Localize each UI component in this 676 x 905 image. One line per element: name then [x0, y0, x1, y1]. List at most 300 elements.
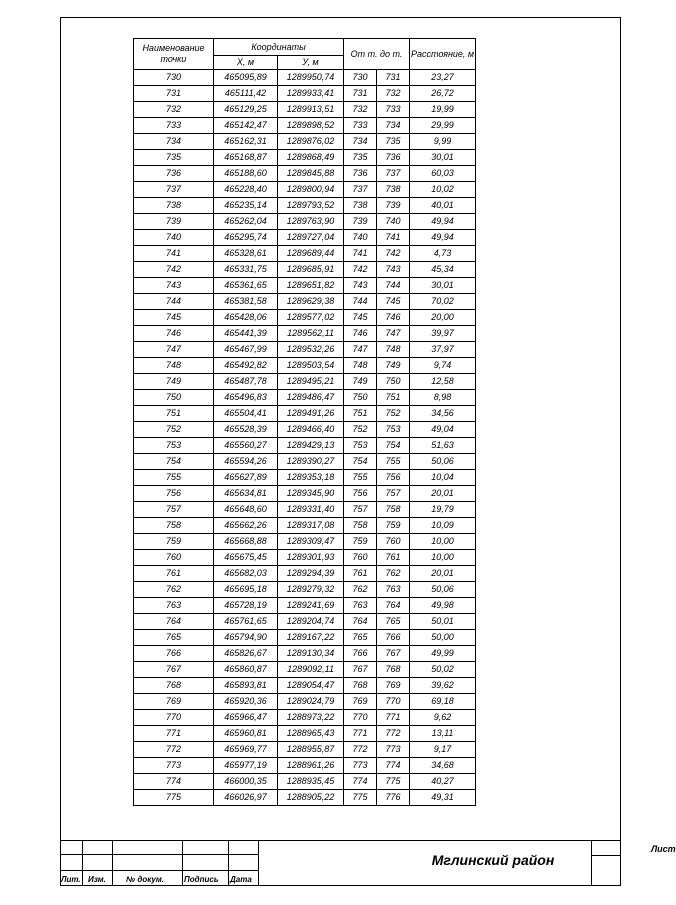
cell-from-point: 745 [344, 310, 377, 326]
cell-point-name: 766 [134, 646, 214, 662]
cell-to-point: 738 [377, 182, 410, 198]
table-row [134, 774, 476, 790]
cell-point-name: 762 [134, 582, 214, 598]
cell-to-point: 757 [377, 486, 410, 502]
cell-coord-x: 465634,81 [214, 486, 278, 502]
cell-coord-x: 465960,81 [214, 726, 278, 742]
cell-coord-x: 465111,42 [214, 86, 278, 102]
cell-distance: 39,97 [410, 326, 476, 342]
table-row [134, 790, 476, 806]
cell-coord-y: 1289054,47 [278, 678, 344, 694]
table-row [134, 662, 476, 678]
cell-point-name: 757 [134, 502, 214, 518]
table-row [134, 262, 476, 278]
cell-from-point: 753 [344, 438, 377, 454]
table-row [134, 566, 476, 582]
cell-point-name: 747 [134, 342, 214, 358]
cell-distance: 50,02 [410, 662, 476, 678]
header-y: У, м [278, 56, 344, 70]
table-body [134, 70, 476, 806]
cell-distance: 20,00 [410, 310, 476, 326]
cell-distance: 19,79 [410, 502, 476, 518]
cell-coord-y: 1289345,90 [278, 486, 344, 502]
cell-distance: 49,31 [410, 790, 476, 806]
cell-point-name: 752 [134, 422, 214, 438]
cell-from-point: 769 [344, 694, 377, 710]
cell-coord-y: 1289532,26 [278, 342, 344, 358]
cell-from-point: 735 [344, 150, 377, 166]
cell-coord-y: 1289562,11 [278, 326, 344, 342]
table-row [134, 726, 476, 742]
cell-coord-x: 465662,26 [214, 518, 278, 534]
cell-to-point: 749 [377, 358, 410, 374]
cell-coord-x: 465129,25 [214, 102, 278, 118]
cell-coord-x: 465428,06 [214, 310, 278, 326]
table-row [134, 374, 476, 390]
cell-from-point: 763 [344, 598, 377, 614]
cell-from-point: 743 [344, 278, 377, 294]
cell-coord-y: 1289913,51 [278, 102, 344, 118]
cell-distance: 10,02 [410, 182, 476, 198]
cell-coord-x: 465528,39 [214, 422, 278, 438]
cell-from-point: 762 [344, 582, 377, 598]
cell-from-point: 760 [344, 550, 377, 566]
cell-distance: 70,02 [410, 294, 476, 310]
table-row [134, 742, 476, 758]
cell-from-point: 770 [344, 710, 377, 726]
cell-coord-x: 465095,89 [214, 70, 278, 86]
coordinates-table [133, 38, 476, 806]
cell-distance: 40,27 [410, 774, 476, 790]
cell-to-point: 770 [377, 694, 410, 710]
cell-coord-x: 465162,31 [214, 134, 278, 150]
cell-coord-x: 465675,45 [214, 550, 278, 566]
cell-distance: 13,11 [410, 726, 476, 742]
header-x: X, м [214, 56, 278, 70]
cell-distance: 9,62 [410, 710, 476, 726]
cell-distance: 10,00 [410, 550, 476, 566]
cell-coord-y: 1289317,08 [278, 518, 344, 534]
cell-coord-x: 465977,19 [214, 758, 278, 774]
cell-point-name: 739 [134, 214, 214, 230]
cell-coord-x: 465467,99 [214, 342, 278, 358]
cell-from-point: 774 [344, 774, 377, 790]
cell-distance: 40,01 [410, 198, 476, 214]
cell-to-point: 746 [377, 310, 410, 326]
table-row [134, 646, 476, 662]
cell-distance: 9,17 [410, 742, 476, 758]
cell-coord-x: 465295,74 [214, 230, 278, 246]
cell-to-point: 732 [377, 86, 410, 102]
cell-point-name: 773 [134, 758, 214, 774]
cell-distance: 49,99 [410, 646, 476, 662]
cell-from-point: 747 [344, 342, 377, 358]
cell-coord-y: 1289466,40 [278, 422, 344, 438]
cell-point-name: 746 [134, 326, 214, 342]
cell-coord-y: 1289429,13 [278, 438, 344, 454]
table-row [134, 550, 476, 566]
cell-coord-x: 465794,90 [214, 630, 278, 646]
cell-coord-y: 1289092,11 [278, 662, 344, 678]
cell-to-point: 731 [377, 70, 410, 86]
cell-from-point: 755 [344, 470, 377, 486]
cell-coord-x: 465168,87 [214, 150, 278, 166]
cell-coord-y: 1289800,94 [278, 182, 344, 198]
cell-point-name: 764 [134, 614, 214, 630]
cell-distance: 30,01 [410, 150, 476, 166]
table-row [134, 214, 476, 230]
cell-to-point: 737 [377, 166, 410, 182]
cell-from-point: 775 [344, 790, 377, 806]
cell-coord-y: 1289898,52 [278, 118, 344, 134]
cell-coord-y: 1289130,34 [278, 646, 344, 662]
table-row [134, 710, 476, 726]
district-title: Мглинский район [431, 852, 555, 868]
cell-to-point: 735 [377, 134, 410, 150]
cell-point-name: 756 [134, 486, 214, 502]
cell-point-name: 730 [134, 70, 214, 86]
cell-distance: 69,18 [410, 694, 476, 710]
cell-coord-x: 465381,58 [214, 294, 278, 310]
table-row [134, 422, 476, 438]
cell-coord-x: 465331,75 [214, 262, 278, 278]
cell-distance: 49,94 [410, 230, 476, 246]
cell-point-name: 737 [134, 182, 214, 198]
label-doc-number: № докум. [126, 875, 164, 884]
cell-coord-y: 1289950,74 [278, 70, 344, 86]
label-lit: Лит. [61, 875, 81, 884]
cell-to-point: 739 [377, 198, 410, 214]
cell-distance: 51,63 [410, 438, 476, 454]
table-row [134, 502, 476, 518]
cell-coord-x: 465966,47 [214, 710, 278, 726]
table-row [134, 598, 476, 614]
cell-point-name: 771 [134, 726, 214, 742]
cell-coord-x: 465328,61 [214, 246, 278, 262]
cell-from-point: 741 [344, 246, 377, 262]
cell-coord-y: 1289868,49 [278, 150, 344, 166]
cell-from-point: 746 [344, 326, 377, 342]
cell-from-point: 751 [344, 406, 377, 422]
cell-coord-y: 1289390,27 [278, 454, 344, 470]
cell-coord-y: 1288955,87 [278, 742, 344, 758]
cell-from-point: 772 [344, 742, 377, 758]
cell-coord-y: 1288965,43 [278, 726, 344, 742]
cell-distance: 49,94 [410, 214, 476, 230]
cell-coord-x: 465441,39 [214, 326, 278, 342]
cell-to-point: 771 [377, 710, 410, 726]
cell-distance: 60,03 [410, 166, 476, 182]
cell-from-point: 740 [344, 230, 377, 246]
cell-to-point: 745 [377, 294, 410, 310]
cell-coord-x: 465826,67 [214, 646, 278, 662]
cell-to-point: 775 [377, 774, 410, 790]
cell-coord-x: 465492,82 [214, 358, 278, 374]
cell-distance: 26,72 [410, 86, 476, 102]
cell-distance: 9,99 [410, 134, 476, 150]
table-row [134, 630, 476, 646]
cell-coord-y: 1289294,39 [278, 566, 344, 582]
cell-coord-y: 1288935,45 [278, 774, 344, 790]
cell-coord-y: 1289353,18 [278, 470, 344, 486]
label-date: Дата [230, 875, 252, 884]
cell-point-name: 734 [134, 134, 214, 150]
cell-distance: 12,58 [410, 374, 476, 390]
cell-distance: 34,68 [410, 758, 476, 774]
cell-point-name: 750 [134, 390, 214, 406]
cell-to-point: 742 [377, 246, 410, 262]
table-row [134, 246, 476, 262]
cell-to-point: 766 [377, 630, 410, 646]
cell-point-name: 761 [134, 566, 214, 582]
cell-coord-x: 465728,19 [214, 598, 278, 614]
cell-distance: 23,27 [410, 70, 476, 86]
cell-point-name: 749 [134, 374, 214, 390]
cell-point-name: 742 [134, 262, 214, 278]
cell-from-point: 758 [344, 518, 377, 534]
cell-point-name: 767 [134, 662, 214, 678]
cell-from-point: 742 [344, 262, 377, 278]
cell-coord-y: 1288973,22 [278, 710, 344, 726]
table-row [134, 166, 476, 182]
cell-point-name: 732 [134, 102, 214, 118]
cell-coord-x: 465235,14 [214, 198, 278, 214]
cell-point-name: 735 [134, 150, 214, 166]
cell-to-point: 756 [377, 470, 410, 486]
cell-coord-y: 1289933,41 [278, 86, 344, 102]
cell-from-point: 761 [344, 566, 377, 582]
table-row [134, 758, 476, 774]
table-row [134, 518, 476, 534]
cell-from-point: 766 [344, 646, 377, 662]
cell-from-point: 732 [344, 102, 377, 118]
cell-coord-x: 466026,97 [214, 790, 278, 806]
table-row [134, 694, 476, 710]
cell-distance: 9,74 [410, 358, 476, 374]
cell-distance: 50,06 [410, 582, 476, 598]
cell-coord-x: 465695,18 [214, 582, 278, 598]
cell-from-point: 767 [344, 662, 377, 678]
table-row [134, 118, 476, 134]
table-row [134, 390, 476, 406]
cell-coord-y: 1289024,79 [278, 694, 344, 710]
label-izm: Изм. [88, 875, 106, 884]
cell-coord-y: 1289685,91 [278, 262, 344, 278]
cell-distance: 50,06 [410, 454, 476, 470]
cell-coord-y: 1289491,26 [278, 406, 344, 422]
cell-to-point: 743 [377, 262, 410, 278]
table-row [134, 150, 476, 166]
cell-from-point: 744 [344, 294, 377, 310]
cell-coord-x: 465228,40 [214, 182, 278, 198]
cell-from-point: 737 [344, 182, 377, 198]
table-row [134, 454, 476, 470]
cell-point-name: 741 [134, 246, 214, 262]
cell-coord-x: 465860,87 [214, 662, 278, 678]
cell-distance: 50,00 [410, 630, 476, 646]
cell-point-name: 753 [134, 438, 214, 454]
cell-coord-y: 1289793,52 [278, 198, 344, 214]
cell-point-name: 736 [134, 166, 214, 182]
cell-coord-x: 465560,27 [214, 438, 278, 454]
cell-coord-x: 465496,83 [214, 390, 278, 406]
cell-point-name: 774 [134, 774, 214, 790]
cell-coord-y: 1289167,22 [278, 630, 344, 646]
cell-coord-y: 1289689,44 [278, 246, 344, 262]
cell-coord-y: 1289331,40 [278, 502, 344, 518]
cell-point-name: 765 [134, 630, 214, 646]
cell-point-name: 763 [134, 598, 214, 614]
table-row [134, 102, 476, 118]
cell-to-point: 747 [377, 326, 410, 342]
cell-distance: 20,01 [410, 486, 476, 502]
table-row [134, 486, 476, 502]
table-row [134, 326, 476, 342]
header-distance: Расстояние, м [410, 39, 476, 70]
cell-point-name: 748 [134, 358, 214, 374]
table-row [134, 534, 476, 550]
cell-coord-y: 1288961,26 [278, 758, 344, 774]
cell-coord-y: 1289279,32 [278, 582, 344, 598]
cell-coord-y: 1289845,88 [278, 166, 344, 182]
cell-to-point: 774 [377, 758, 410, 774]
cell-to-point: 754 [377, 438, 410, 454]
table-row [134, 614, 476, 630]
cell-point-name: 754 [134, 454, 214, 470]
cell-point-name: 759 [134, 534, 214, 550]
cell-to-point: 733 [377, 102, 410, 118]
cell-coord-x: 465504,41 [214, 406, 278, 422]
cell-from-point: 771 [344, 726, 377, 742]
table-row [134, 134, 476, 150]
header-from-to: От т. до т. [344, 39, 410, 70]
cell-distance: 19,99 [410, 102, 476, 118]
table-row [134, 294, 476, 310]
header-coordinates: Координаты [214, 39, 344, 56]
cell-coord-x: 465648,60 [214, 502, 278, 518]
cell-from-point: 752 [344, 422, 377, 438]
cell-to-point: 760 [377, 534, 410, 550]
cell-point-name: 769 [134, 694, 214, 710]
cell-point-name: 760 [134, 550, 214, 566]
title-block [60, 840, 676, 886]
table-row [134, 438, 476, 454]
cell-to-point: 755 [377, 454, 410, 470]
cell-distance: 20,01 [410, 566, 476, 582]
cell-coord-x: 466000,35 [214, 774, 278, 790]
cell-to-point: 763 [377, 582, 410, 598]
cell-from-point: 734 [344, 134, 377, 150]
cell-from-point: 733 [344, 118, 377, 134]
cell-coord-y: 1289577,02 [278, 310, 344, 326]
cell-to-point: 744 [377, 278, 410, 294]
cell-from-point: 750 [344, 390, 377, 406]
cell-coord-y: 1289241,69 [278, 598, 344, 614]
table-row [134, 86, 476, 102]
cell-distance: 10,00 [410, 534, 476, 550]
cell-to-point: 753 [377, 422, 410, 438]
cell-point-name: 755 [134, 470, 214, 486]
table-row [134, 582, 476, 598]
cell-coord-y: 1289629,38 [278, 294, 344, 310]
cell-coord-x: 465142,47 [214, 118, 278, 134]
cell-from-point: 738 [344, 198, 377, 214]
table-row [134, 198, 476, 214]
cell-from-point: 754 [344, 454, 377, 470]
cell-distance: 30,01 [410, 278, 476, 294]
cell-coord-x: 465761,65 [214, 614, 278, 630]
cell-from-point: 748 [344, 358, 377, 374]
cell-coord-y: 1289301,93 [278, 550, 344, 566]
table-row [134, 70, 476, 86]
cell-distance: 29,99 [410, 118, 476, 134]
cell-coord-y: 1288905,22 [278, 790, 344, 806]
header-point-name: Наименование точки [134, 39, 214, 70]
cell-coord-x: 465262,04 [214, 214, 278, 230]
cell-point-name: 738 [134, 198, 214, 214]
cell-distance: 50,01 [410, 614, 476, 630]
cell-coord-x: 465361,65 [214, 278, 278, 294]
label-signature: Подпись [184, 875, 219, 884]
cell-to-point: 769 [377, 678, 410, 694]
cell-to-point: 764 [377, 598, 410, 614]
cell-to-point: 758 [377, 502, 410, 518]
table-row [134, 406, 476, 422]
cell-distance: 4,73 [410, 246, 476, 262]
cell-distance: 49,04 [410, 422, 476, 438]
cell-distance: 34,56 [410, 406, 476, 422]
cell-point-name: 768 [134, 678, 214, 694]
cell-coord-x: 465188,60 [214, 166, 278, 182]
cell-distance: 49,98 [410, 598, 476, 614]
cell-from-point: 731 [344, 86, 377, 102]
cell-coord-y: 1289486,47 [278, 390, 344, 406]
table-row [134, 182, 476, 198]
cell-to-point: 776 [377, 790, 410, 806]
table-row [134, 358, 476, 374]
cell-from-point: 764 [344, 614, 377, 630]
cell-from-point: 765 [344, 630, 377, 646]
cell-coord-y: 1289727,04 [278, 230, 344, 246]
cell-distance: 37,97 [410, 342, 476, 358]
cell-to-point: 750 [377, 374, 410, 390]
cell-coord-y: 1289503,54 [278, 358, 344, 374]
cell-coord-y: 1289309,47 [278, 534, 344, 550]
cell-to-point: 768 [377, 662, 410, 678]
cell-to-point: 761 [377, 550, 410, 566]
cell-to-point: 741 [377, 230, 410, 246]
cell-distance: 45,34 [410, 262, 476, 278]
cell-from-point: 739 [344, 214, 377, 230]
cell-distance: 8,98 [410, 390, 476, 406]
cell-from-point: 773 [344, 758, 377, 774]
table-row [134, 230, 476, 246]
table-row [134, 310, 476, 326]
cell-from-point: 759 [344, 534, 377, 550]
cell-coord-x: 465969,77 [214, 742, 278, 758]
cell-coord-y: 1289495,21 [278, 374, 344, 390]
cell-from-point: 757 [344, 502, 377, 518]
cell-to-point: 773 [377, 742, 410, 758]
cell-to-point: 736 [377, 150, 410, 166]
cell-distance: 39,62 [410, 678, 476, 694]
cell-coord-y: 1289651,82 [278, 278, 344, 294]
table-row [134, 278, 476, 294]
cell-distance: 10,04 [410, 470, 476, 486]
cell-to-point: 762 [377, 566, 410, 582]
cell-distance: 10,09 [410, 518, 476, 534]
cell-coord-x: 465594,26 [214, 454, 278, 470]
